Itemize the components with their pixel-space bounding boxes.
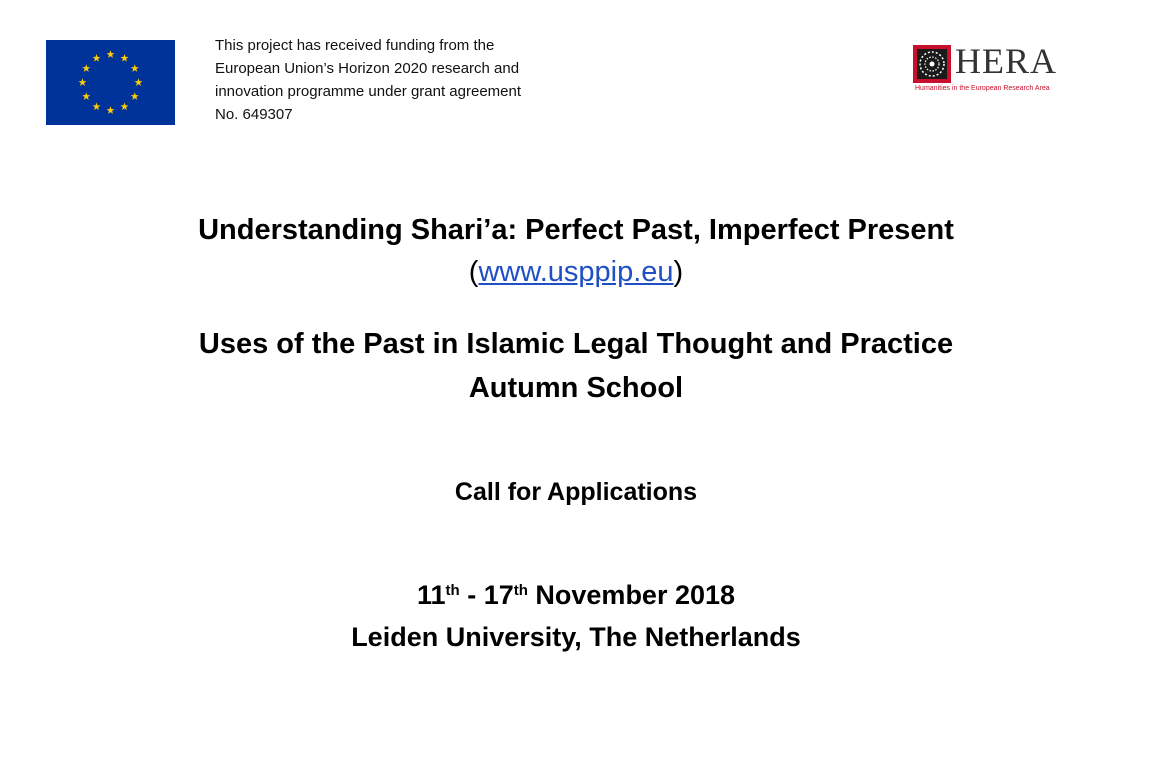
date-separator: - [459,580,484,610]
funding-line: This project has received funding from the [215,37,495,54]
subtitle-line: Autumn School [468,372,684,404]
hera-tagline: Humanities in the European Research Area [915,85,1050,92]
call-heading: Call for Applications [454,478,698,506]
date-month-year: November 2018 [527,580,736,610]
hera-wordmark: HERA [955,41,1057,81]
end-day-suffix: th [513,582,528,599]
eu-flag-icon [46,40,175,125]
funding-line: European Union’s Horizon 2020 research and [215,60,520,77]
event-details [0,574,1152,658]
subtitle [0,322,1152,410]
funding-line: innovation programme under grant agreement [215,83,522,100]
project-website-link[interactable]: www.usppip.eu [478,256,674,288]
url-close-paren: ) [673,256,684,288]
page-title: Understanding Shari’a: Perfect Past, Imperfect Present [198,214,954,246]
funding-statement [215,34,595,126]
event-location: Leiden University, The Netherlands [351,622,801,652]
end-day: 17 [483,580,514,610]
hera-emblem-icon [913,45,951,83]
funding-line: No. 649307 [215,106,293,123]
subtitle-line: Uses of the Past in Islamic Legal Thought and Practice [198,328,954,360]
hera-logo [913,43,1113,99]
start-day-suffix: th [445,582,460,599]
start-day: 11 [416,580,446,610]
url-open-paren: ( [468,256,479,288]
project-url-line [0,252,1152,292]
event-dates [0,574,1152,616]
